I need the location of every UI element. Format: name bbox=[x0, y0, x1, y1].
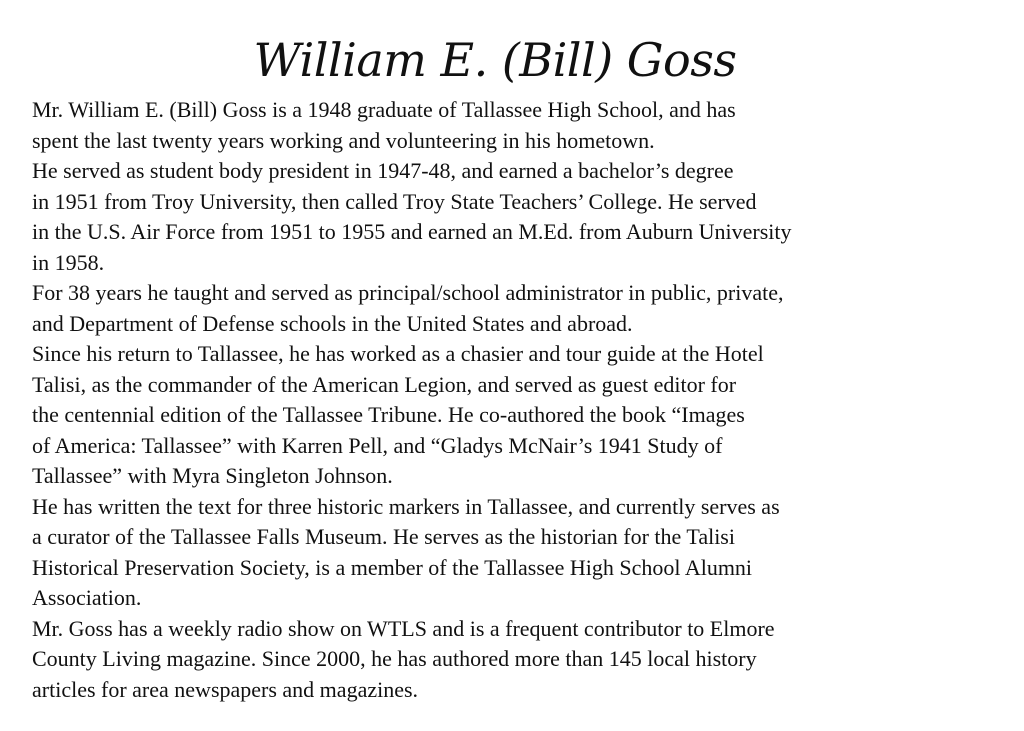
text-line: He served as student body president in 1947-48, and earned a bachelor’s degree bbox=[32, 158, 734, 183]
text-line: Mr. William E. (Bill) Goss is a 1948 graduate of Tallassee High School, and has bbox=[32, 97, 736, 122]
text-line: in 1958. bbox=[32, 249, 105, 275]
text-line: For 38 years he taught and served as principal/school administrator in public, private, bbox=[32, 280, 784, 305]
text-line: a curator of the Tallassee Falls Museum. He serves as the historian for the Talisi bbox=[32, 524, 735, 549]
text-line: in 1951 from Troy University, then called Troy State Teachers’ College. He served bbox=[32, 188, 757, 214]
page-title: William E. (Bill) Goss bbox=[253, 33, 737, 87]
text-line: of America: Tallassee” with Karren Pell, and “Gladys McNair’s 1941 Study of bbox=[32, 432, 723, 458]
text-line: articles for area newspapers and magazines. bbox=[32, 676, 419, 702]
text-line: Talisi, as the commander of the American Legion, and served as guest editor for bbox=[32, 371, 737, 397]
text-line: and Department of Defense schools in the United States and abroad. bbox=[32, 310, 633, 336]
text-line: He has written the text for three historic markers in Tallassee, and currently serves as bbox=[32, 493, 780, 519]
text-line: spent the last twenty years working and volunteering in his hometown. bbox=[32, 127, 655, 153]
biography-text bbox=[32, 95, 1012, 705]
text-line: Tallassee” with Myra Singleton Johnson. bbox=[32, 463, 393, 488]
text-line: Since his return to Tallassee, he has worked as a chasier and tour guide at the Hotel bbox=[32, 341, 764, 366]
text-line: County Living magazine. Since 2000, he has authored more than 145 local history bbox=[32, 646, 757, 671]
text-line: Historical Preservation Society, is a member of the Tallassee High School Alumni bbox=[32, 554, 753, 580]
text-line: Association. bbox=[32, 585, 142, 610]
text-line: in the U.S. Air Force from 1951 to 1955 and earned an M.Ed. from Auburn University bbox=[32, 219, 792, 244]
text-line: Mr. Goss has a weekly radio show on WTLS and is a frequent contributor to Elmore bbox=[32, 615, 775, 641]
text-line: the centennial edition of the Tallassee Tribune. He co-authored the book “Images bbox=[32, 402, 745, 427]
